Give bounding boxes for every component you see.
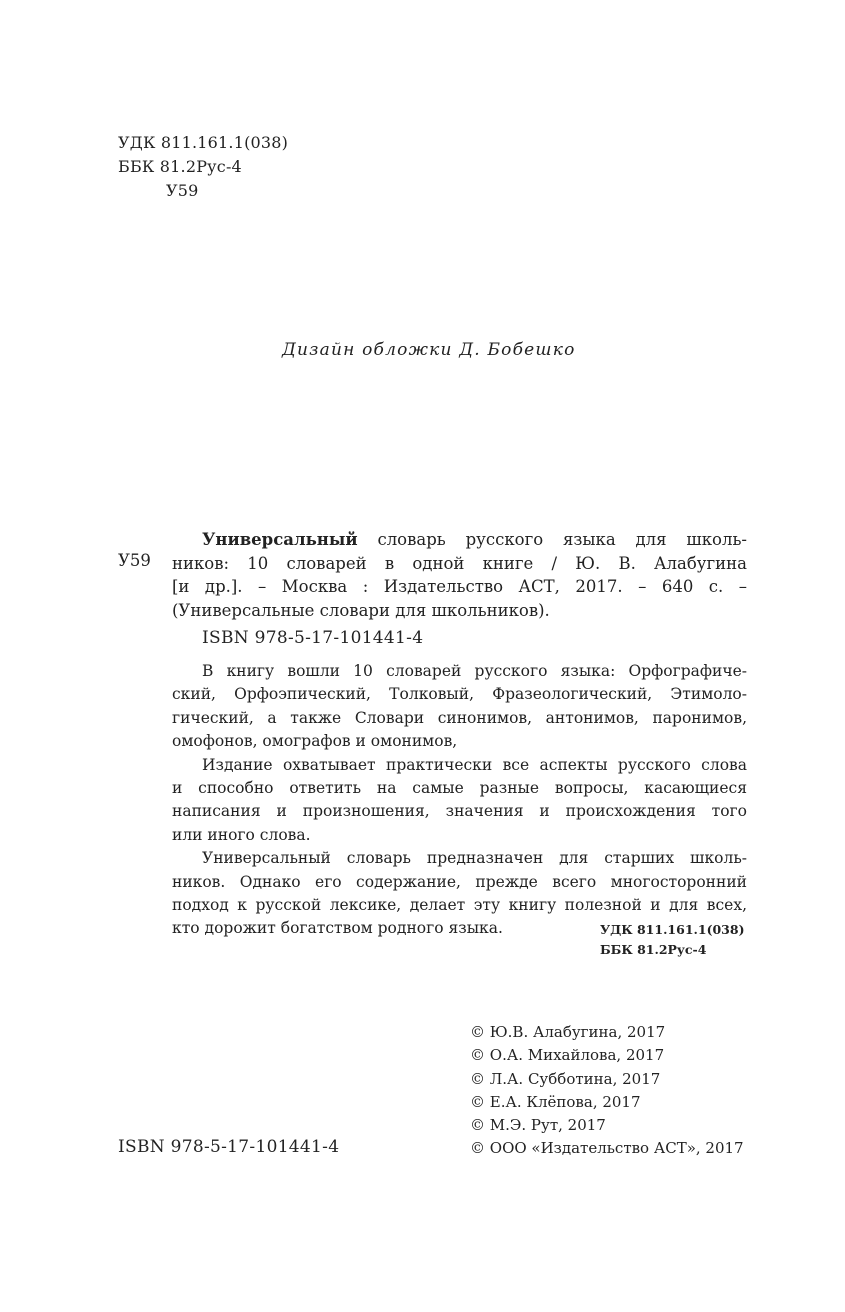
author-mark: У59 <box>166 181 199 200</box>
annotation-line: или иного слова. <box>172 825 311 844</box>
biblio-line: Универсальный словарь русского языка для школь- <box>202 530 747 549</box>
bbk-code: ББК 81.2Рус-4 <box>118 157 242 176</box>
annotation-line: В книгу вошли 10 словарей русского языка: Орфографиче- <box>202 662 747 680</box>
copyright-line: © ООО «Издательство АСТ», 2017 <box>470 1139 744 1158</box>
annotation-line: гический, а также Словари синонимов, антонимов, паронимов, <box>172 708 747 727</box>
cover-design-credit: Дизайн обложки Д. Бобешко <box>282 340 576 360</box>
catalog-author-mark: У59 <box>118 551 151 570</box>
copyright-list <box>470 1021 744 1161</box>
annotation-line: написания и произношения, значения и происхождения того <box>172 802 747 821</box>
annotation-line: кто дорожит богатством родного языка. <box>172 919 503 938</box>
copyright-line: © Ю.В. Алабугина, 2017 <box>470 1023 666 1041</box>
classification-codes <box>118 131 288 203</box>
annotation-line: подход к русской лексике, делает эту книгу полезной и для всех, <box>172 896 747 915</box>
bibliographic-record <box>172 528 747 622</box>
annotation-line: и способно ответить на самые разные вопросы, касающиеся <box>172 779 747 798</box>
bbk-code: ББК 81.2Рус-4 <box>600 942 707 957</box>
udk-code: УДК 811.161.1(038) <box>600 922 745 937</box>
biblio-line: (Универсальные словари для школьников). <box>172 600 550 620</box>
biblio-line: [и др.]. – Москва : Издательство АСТ, 2017. – 640 с. – <box>172 577 747 596</box>
annotation-line: Издание охватывает практически все аспекты русского слова <box>202 755 747 774</box>
copyright-line: © М.Э. Рут, 2017 <box>470 1116 606 1135</box>
catalog-isbn: ISBN 978-5-17-101441-4 <box>202 628 424 648</box>
annotation <box>172 660 747 941</box>
bottom-isbn: ISBN 978-5-17-101441-4 <box>118 1137 340 1157</box>
annotation-line: ников. Однако его содержание, прежде всего многосторонний <box>172 872 747 891</box>
copyright-line: © О.А. Михайлова, 2017 <box>470 1046 665 1065</box>
footer-classification-codes <box>600 920 745 960</box>
annotation-line: ский, Орфоэпический, Толковый, Фразеологический, Этимоло- <box>172 685 747 704</box>
copyright-line: © Л.А. Субботина, 2017 <box>470 1069 661 1088</box>
title-bold: Универсальный <box>202 530 358 549</box>
copyright-line: © Е.А. Клёпова, 2017 <box>470 1092 641 1111</box>
annotation-line: Универсальный словарь предназначен для старших школь- <box>202 849 747 868</box>
biblio-line: ников: 10 словарей в одной книге / Ю. В. Алабугина <box>172 553 747 573</box>
annotation-line: омофонов, омографов и омонимов, <box>172 732 458 751</box>
udk-code: УДК 811.161.1(038) <box>118 133 289 152</box>
